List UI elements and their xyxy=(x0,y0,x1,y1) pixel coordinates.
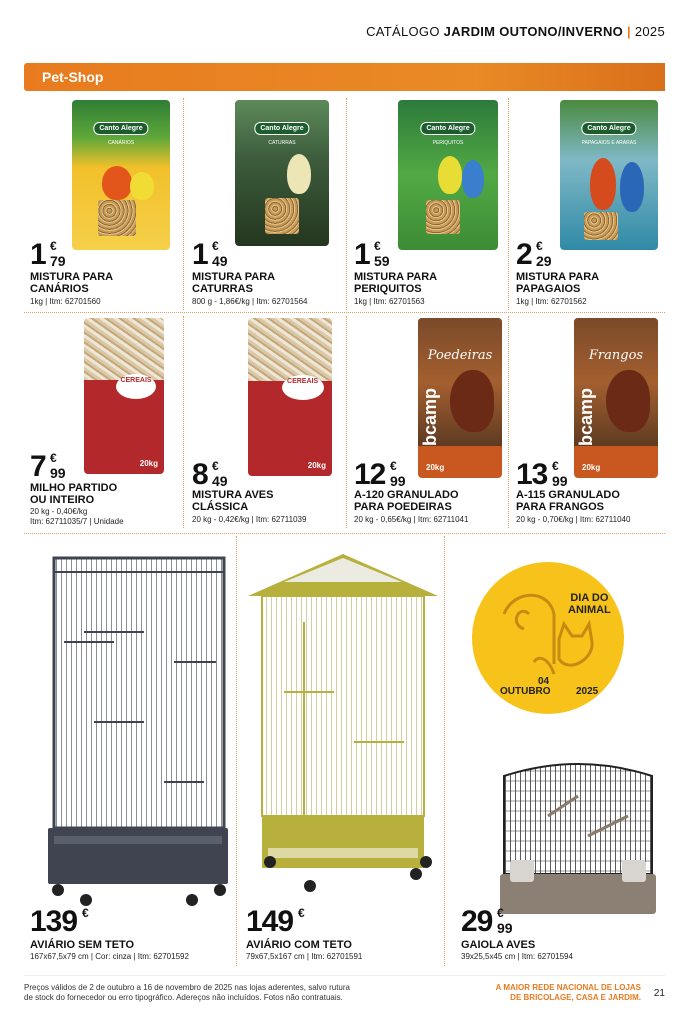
brand-logo: bcamp xyxy=(576,388,596,447)
page-number: 21 xyxy=(653,988,665,999)
product-info: 1kg | Itm: 62701560 xyxy=(30,297,101,306)
store-slogan: A MAIOR REDE NACIONAL DE LOJAS DE BRICOLAGE, CASA E JARDIM. xyxy=(495,983,641,1002)
divider xyxy=(346,316,347,528)
product-info: 20 kg - 0,42€/kg | Itm: 62711039 xyxy=(192,515,307,524)
header-prefix: CATÁLOGO xyxy=(366,24,440,39)
canary-bird xyxy=(102,166,132,200)
divider xyxy=(183,316,184,528)
price-tag: 29 € 99 xyxy=(461,905,513,938)
product-image-periquitos[interactable] xyxy=(398,100,498,250)
seed-window xyxy=(426,200,460,234)
divider xyxy=(236,536,237,966)
legal-notice: Preços válidos de 2 de outubro a 16 de novembro de 2025 nas lojas aderentes, salvo rutura de stock do fornecedor ou erro tipográfico. Adereços não incluídos. Fotos não contratuais. xyxy=(24,983,350,1002)
product-name: MISTURA PARA PERIQUITOS xyxy=(354,271,438,295)
price-tag: 1 € 59 xyxy=(354,238,390,271)
header-separator: | xyxy=(627,24,631,39)
product-info: 800 g - 1,86€/kg | Itm: 62701564 xyxy=(192,297,308,306)
canary-bird xyxy=(130,172,154,200)
chicken-image xyxy=(606,370,650,432)
product-image-papagaios[interactable] xyxy=(560,100,658,250)
divider xyxy=(24,312,665,313)
product-info: 1kg | Itm: 62701562 xyxy=(516,297,587,306)
brand-logo: Canto Alegre xyxy=(93,122,148,135)
product-image-milho[interactable] xyxy=(84,318,164,474)
product-name: AVIÁRIO SEM TETO xyxy=(30,939,135,951)
price-tag: 7 € 99 xyxy=(30,450,66,483)
price-tag: 1 € 79 xyxy=(30,238,66,271)
product-name: GAIOLA AVES xyxy=(461,939,536,951)
price-tag: 1 € 49 xyxy=(192,238,228,271)
product-info: 79x67,5x167 cm | Itm: 62701591 xyxy=(246,952,363,961)
budgie-bird xyxy=(438,156,462,194)
header-year: 2025 xyxy=(634,24,665,39)
product-name: A-120 GRANULADO PARA POEDEIRAS xyxy=(354,489,459,513)
product-info: 167x67,5x79 cm | Cor: cinza | Itm: 62701592 xyxy=(30,952,189,961)
section-title: Pet-Shop xyxy=(42,69,104,85)
product-image-classica[interactable] xyxy=(248,318,332,476)
cockatiel-bird xyxy=(287,154,311,194)
bag-title: CEREAIS xyxy=(282,375,324,400)
product-name: AVIÁRIO COM TETO xyxy=(246,939,352,951)
divider xyxy=(508,98,509,310)
product-info: 39x25,5x45 cm | Itm: 62701594 xyxy=(461,952,573,961)
divider xyxy=(508,316,509,528)
bag-title: PERIQUITOS xyxy=(432,140,464,146)
product-image-frangos[interactable] xyxy=(574,318,658,478)
catalog-header xyxy=(366,24,665,39)
header-title: JARDIM OUTONO/INVERNO xyxy=(443,24,624,39)
product-name: MISTURA AVES CLÁSSICA xyxy=(192,489,274,513)
dia-do-animal-badge xyxy=(472,562,624,714)
bag-title: CATURRAS xyxy=(268,140,296,146)
badge-year: 2025 xyxy=(576,686,599,697)
bag-title: CANÁRIOS xyxy=(107,140,135,146)
product-info: 20 kg - 0,70€/kg | Itm: 62711040 xyxy=(516,515,631,524)
price-tag: 149 € xyxy=(246,905,305,938)
badge-title: DIA DO ANIMAL xyxy=(568,592,611,616)
bag-title: PAPAGAIOS E ARARAS xyxy=(581,140,637,146)
brand-logo: Canto Alegre xyxy=(254,122,309,135)
seed-window xyxy=(584,212,618,240)
product-name: A-115 GRANULADO PARA FRANGOS xyxy=(516,489,620,513)
bag-weight: 20kg xyxy=(426,463,445,472)
bag-weight: 20kg xyxy=(139,459,158,468)
product-name: MISTURA PARA CANÁRIOS xyxy=(30,271,114,295)
price-tag: 13 € 99 xyxy=(516,458,568,491)
product-image-gaiola-aves[interactable] xyxy=(498,756,658,926)
product-image-canarios[interactable] xyxy=(72,100,170,250)
divider xyxy=(24,533,665,534)
bag-weight: 20kg xyxy=(582,463,601,472)
divider xyxy=(183,98,184,310)
product-info: 20 kg - 0,40€/kg Itm: 62711035/7 | Unidade xyxy=(30,507,124,526)
product-name: MILHO PARTIDO OU INTEIRO xyxy=(30,482,118,506)
badge-month: OUTUBRO xyxy=(500,686,551,697)
product-image-aviario-com-teto[interactable] xyxy=(244,552,442,894)
divider xyxy=(346,98,347,310)
bag-weight: 20kg xyxy=(307,461,326,470)
badge-day: 04 xyxy=(538,676,550,687)
brand-logo: bcamp xyxy=(420,388,440,447)
budgie-bird xyxy=(462,160,484,198)
divider xyxy=(444,536,445,966)
price-tag: 2 € 29 xyxy=(516,238,552,271)
price-tag: 139 € xyxy=(30,905,89,938)
price-tag: 12 € 99 xyxy=(354,458,406,491)
seed-window xyxy=(98,200,136,236)
product-info: 20 kg - 0,65€/kg | Itm: 62711041 xyxy=(354,515,469,524)
brand-logo: Canto Alegre xyxy=(581,122,636,135)
product-image-aviario-sem-teto[interactable] xyxy=(44,552,230,908)
product-image-caturras[interactable] xyxy=(235,100,329,246)
macaw-bird xyxy=(620,162,644,212)
divider xyxy=(24,975,665,976)
product-info: 1kg | Itm: 62701563 xyxy=(354,297,425,306)
bag-title: Frangos xyxy=(588,348,644,363)
bag-title: CEREAIS xyxy=(116,374,156,399)
product-name: MISTURA PARA CATURRAS xyxy=(192,271,276,295)
seed-window xyxy=(265,198,299,234)
product-name: MISTURA PARA PAPAGAIOS xyxy=(516,271,600,295)
bag-title: Poedeiras xyxy=(427,348,493,363)
hen-image xyxy=(450,370,494,432)
section-banner xyxy=(24,63,665,91)
price-tag: 8 € 49 xyxy=(192,458,228,491)
product-image-poedeiras[interactable] xyxy=(418,318,502,478)
brand-logo: Canto Alegre xyxy=(420,122,475,135)
macaw-bird xyxy=(590,158,616,210)
